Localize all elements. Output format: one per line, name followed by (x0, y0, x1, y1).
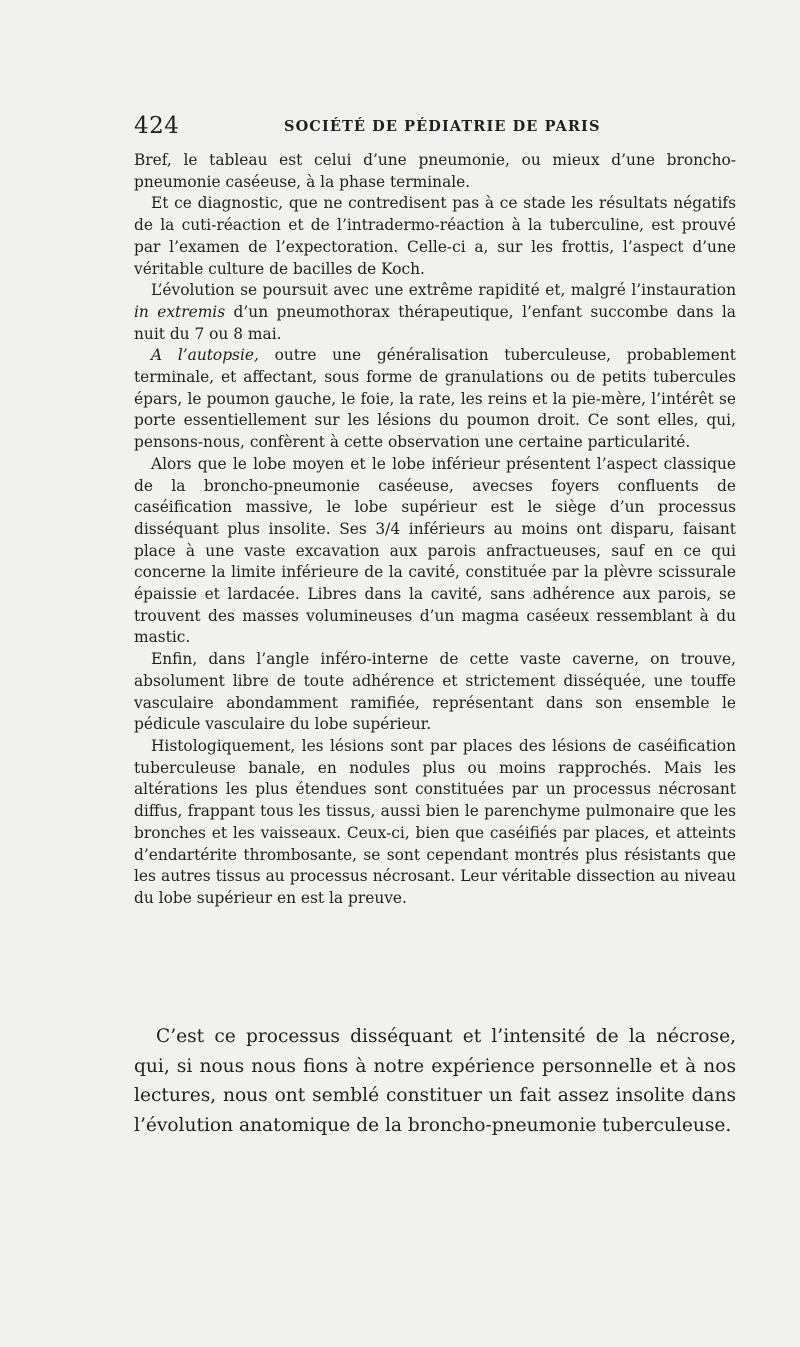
paragraph-1: Bref, le tableau est celui d’une pneumonie, ou mieux d’une broncho-pneumonie caséeuse, à la phase terminale. (134, 151, 736, 191)
paragraph-3-start: L’évolution se poursuit avec une extrême rapidité et, malgré l’instauration (151, 281, 736, 300)
italic-phrase: in extremis (134, 302, 226, 321)
paragraph-3-end: d’un pneumothorax thérapeutique, l’enfant succombe dans la nuit du 7 ou 8 mai. (134, 302, 736, 343)
running-title: SOCIÉTÉ DE PÉDIATRIE DE PARIS (284, 118, 601, 135)
page-number: 424 (134, 113, 180, 139)
paragraph-4-text: outre une généralisation tuberculeuse, probablement terminale, et affectant, sous forme de granulations ou de petits tubercules épars, le poumon gauche, le foie, la rate, les reins et la pie-mère, l’intérêt se porte essentiellement sur les lésions du poumon droit. Ce sont elles, qui, pensons-nous, confèrent à cette observation une certaine particularité. (134, 346, 736, 452)
conclusion-block (134, 1022, 736, 1140)
conclusion-paragraph: C’est ce processus disséquant et l’intensité de la nécrose, qui, si nous nous fions à notre expérience personnelle et à nos lectures, nous ont semblé constituer un fait assez insolite dans l’évolution anatomique de la broncho-pneumonie tuberculeuse. (134, 1026, 736, 1136)
paragraph-3 (134, 280, 736, 345)
paragraph-4 (134, 345, 736, 454)
paragraph-7: Histologiquement, les lésions sont par places des lésions de caséification tuberculeuse banale, en nodules plus ou moins rapprochés. Mais les altérations les plus étendues sont constituées par un processus nécrosant diffus, frappant tous les tissus, aussi bien le parenchyme pulmonaire que les bronches et les vaisseaux. Ceux-ci, bien que caséifiés par places, et atteints d’endartérite thrombosante, se sont cependant montrés plus résistants que les autres tissus au processus nécrosant. Leur véritable dissection au niveau du lobe supérieur en est la preuve. (134, 736, 736, 907)
paragraph-2: Et ce diagnostic, que ne contredisent pas à ce stade les résultats négatifs de la cuti-réaction et de l’intradermo-réaction à la tuberculine, est prouvé par l’examen de l’expectoration. Celle-ci a, sur les frottis, l’aspect d’une véritable culture de bacilles de Koch. (134, 194, 736, 278)
paragraph-6: Enfin, dans l’angle inféro-interne de cette vaste caverne, on trouve, absolument libre de toute adhérence et strictement disséquée, une touffe vasculaire abondamment ramifiée, représentant dans son ensemble le pédicule vasculaire du lobe supérieur. (134, 650, 736, 734)
paragraph-5: Alors que le lobe moyen et le lobe inférieur présentent l’aspect classique de la broncho-pneumonie caséeuse, avecses foyers confluents de caséification massive, le lobe supérieur est le siège d’un processus disséquant plus insolite. Ses 3/4 inférieurs au moins ont disparu, faisant place à une vaste excavation aux parois anfractueuses, sauf en ce qui concerne la limite inférieure de la cavité, constituée par la plèvre scissurale épaissie et lardacée. Libres dans la cavité, sans adhérence aux parois, se trouvent des masses volumineuses d’un magma caséeux ressemblant à du mastic. (134, 454, 736, 647)
autopsy-heading: A l’autopsie, (151, 346, 259, 365)
body-text (134, 150, 736, 910)
page-header (134, 113, 734, 143)
